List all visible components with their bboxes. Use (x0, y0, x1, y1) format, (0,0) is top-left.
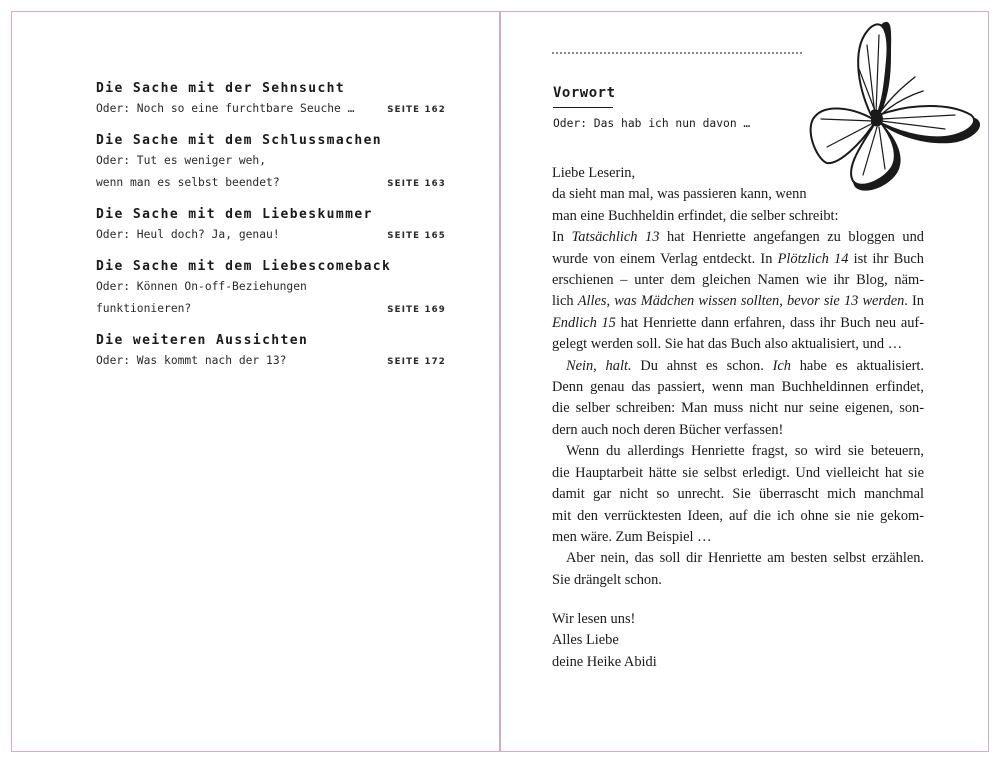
text-line: erschienen – unter dem gleichen Namen wie ihr Blog, näm- (552, 272, 924, 289)
text-line: die Hauptarbeit hätte sie selbst erledigt. Und vielleicht hat sie (552, 464, 924, 481)
heading-underline (553, 107, 613, 108)
text-line: Sie drängelt schon. (552, 571, 662, 588)
dotted-rule (552, 52, 802, 54)
body-text (552, 163, 924, 591)
toc-entry[interactable] (96, 258, 446, 321)
text-line: lich Alles, was Mädchen wissen sollten, bevor sie 13 werden. In (552, 293, 924, 310)
toc-entry-line (96, 298, 446, 321)
toc-entry-title: Die Sache mit dem Schlussmachen (96, 133, 383, 148)
book-title: Plötzlich 14 (777, 250, 849, 267)
text-line: damit gar nicht so unrecht. Sie überrascht mich manchmal (552, 486, 924, 503)
chapter-subheading: Oder: Das hab ich nun davon … (553, 117, 751, 130)
toc-entry-line (96, 172, 446, 195)
toc-entry-line (96, 98, 446, 121)
signoff-line: Wir lesen uns! (552, 611, 636, 627)
toc-entry-line (96, 224, 446, 247)
toc-entry[interactable] (96, 332, 446, 373)
toc-entry-subtitle: Oder: Tut es weniger weh, (96, 154, 267, 167)
book-title: Alles, was Mädchen wissen sollten, bevor sie 13 werden (577, 293, 905, 310)
toc-entry-title: Die Sache mit dem Liebescomeback (96, 259, 392, 274)
toc-entry-line (96, 276, 446, 298)
text-line: Liebe Leserin, (552, 165, 636, 181)
text-line: man eine Buchheldin erfindet, die selber schreibt: (552, 207, 839, 224)
toc-entry[interactable] (96, 80, 446, 121)
toc-entry-page: SEITE 165 (387, 231, 446, 241)
chapter-heading: Vorwort (553, 85, 616, 101)
toc-entry-subtitle: Oder: Können On-off-Beziehungen (96, 280, 307, 293)
text-line: da sieht man mal, was passieren kann, wenn (552, 186, 807, 203)
toc-entry-subtitle: Oder: Noch so eine furchtbare Seuche … (96, 102, 355, 115)
text-line: In Tatsächlich 13 hat Henriette angefangen zu bloggen und (552, 229, 924, 246)
toc-entry-page: SEITE 172 (387, 357, 446, 367)
toc-entry-page: SEITE 169 (387, 305, 446, 315)
toc-entry[interactable] (96, 132, 446, 195)
toc-entry-line (96, 350, 446, 373)
toc-entry-title: Die weiteren Aussichten (96, 333, 309, 348)
text-line: Denn genau das passiert, wenn man Buchheldinnen erfindet, (552, 379, 924, 396)
toc-entry-subtitle: Oder: Heul doch? Ja, genau! (96, 228, 280, 241)
text-line: men wäre. Zum Beispiel … (552, 528, 712, 545)
toc-entry-page: SEITE 163 (387, 179, 446, 189)
text-line: mit den verrücktesten Ideen, auf die ich ohne sie nie gekom- (552, 507, 924, 524)
text-line: die selber schreiben: Man muss nicht nur seine eigenen, son- (552, 400, 924, 417)
toc-entry[interactable] (96, 206, 446, 247)
book-title: Endlich 15 (552, 314, 616, 331)
signoff (552, 609, 657, 673)
text-line: gelegt werden soll. Sie hat das Buch also aktualisiert, und … (552, 336, 903, 353)
toc-entry-subtitle: Oder: Was kommt nach der 13? (96, 354, 287, 367)
toc-entry-page: SEITE 162 (387, 105, 446, 115)
toc-entry-subtitle: wenn man es selbst beendet? (96, 176, 280, 189)
signoff-line: Alles Liebe (552, 632, 619, 649)
page-gutter (499, 11, 500, 752)
table-of-contents (96, 80, 446, 384)
text-line: wurde von einem Verlag entdeckt. In Plötzlich 14 ist ihr Buch (552, 250, 924, 267)
text-line: Endlich 15 hat Henriette dann erfahren, dass ihr Buch neu auf- (552, 314, 925, 331)
toc-entry-title: Die Sache mit dem Liebeskummer (96, 207, 373, 222)
book-title: Tatsächlich 13 (571, 229, 660, 246)
butterfly-icon (805, 15, 987, 195)
signoff-line: deine Heike Abidi (552, 653, 657, 670)
text-line: Aber nein, das soll dir Henriette am besten selbst erzählen. (566, 550, 924, 567)
text-line: dern auch noch deren Bücher verfassen! (552, 421, 784, 438)
toc-entry-line (96, 150, 446, 172)
text-line: Wenn du allerdings Henriette fragst, so wird sie beteuern, (566, 443, 924, 460)
text-line: Nein, halt. Du ahnst es schon. Ich habe es aktualisiert. (566, 357, 924, 374)
toc-entry-subtitle: funktionieren? (96, 302, 192, 315)
toc-entry-title: Die Sache mit der Sehnsucht (96, 81, 346, 96)
